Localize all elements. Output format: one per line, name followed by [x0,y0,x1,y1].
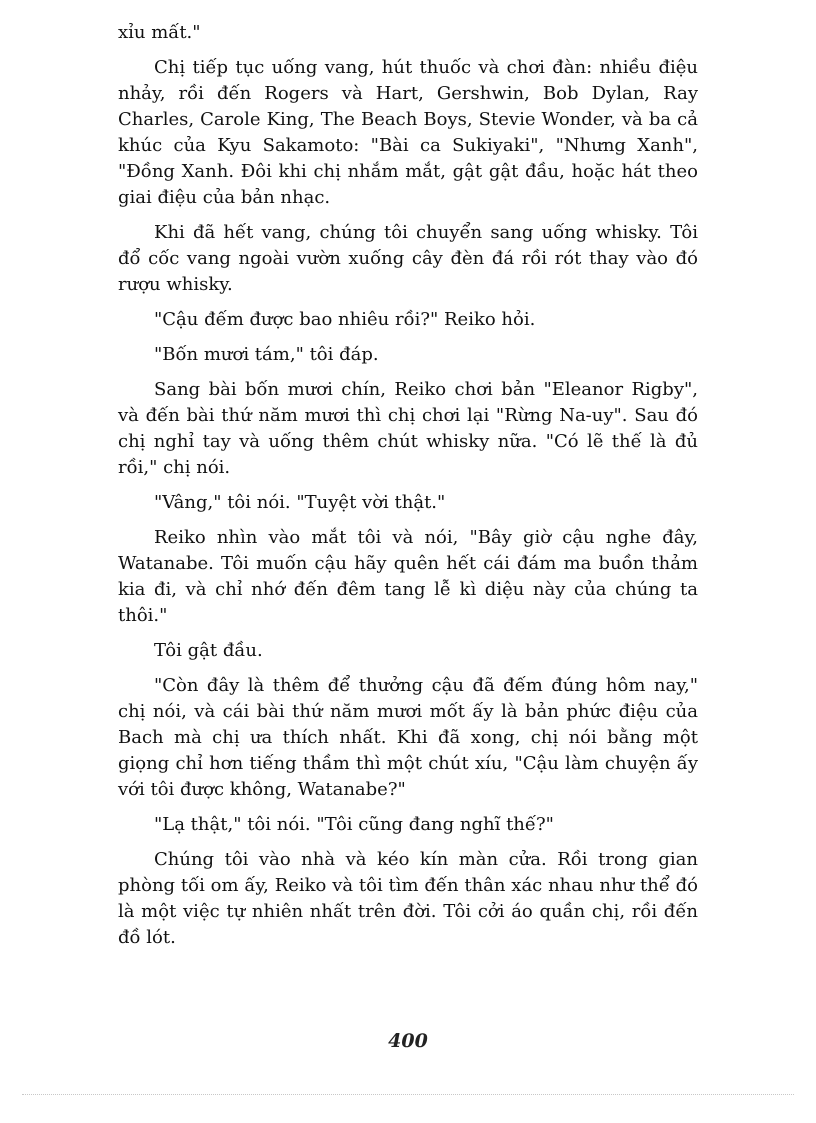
paragraph: Reiko nhìn vào mắt tôi và nói, "Bây giờ cậu nghe đây, Watanabe. Tôi muốn cậu hãy quên hết cái đám ma buồn thảm kia đi, và chỉ nhớ đến đêm tang lễ kì diệu này của chúng ta thôi." [118,527,698,626]
paragraph: Chúng tôi vào nhà và kéo kín màn cửa. Rồi trong gian phòng tối om ấy, Reiko và tôi tìm đến thân xác nhau như thể đó là một việc tự nhiên nhất trên đời. Tôi cởi áo quần chị, rồi đến đồ lót. [118,849,698,948]
paragraph: Khi đã hết vang, chúng tôi chuyển sang uống whisky. Tôi đổ cốc vang ngoài vườn xuống cây đèn đá rồi rót thay vào đó rượu whisky. [118,222,698,295]
paragraph: "Còn đây là thêm để thưởng cậu đã đếm đúng hôm nay," chị nói, và cái bài thứ năm mươi mốt ấy là bản phức điệu của Bach mà chị ưa thích nhất. Khi đã xong, chị nói bằng một giọng chỉ hơn tiếng thầm thì một chút xíu, "Cậu làm chuyện ấy với tôi được không, Watanabe?" [118,675,698,800]
book-page-text [118,20,698,960]
paragraph: "Bốn mươi tám," tôi đáp. [154,344,379,365]
paragraph: "Lạ thật," tôi nói. "Tôi cũng đang nghĩ thế?" [154,814,554,835]
paragraph: Chị tiếp tục uống vang, hút thuốc và chơi đàn: nhiều điệu nhảy, rồi đến Rogers và Hart, Gershwin, Bob Dylan, Ray Charles, Carole King, The Beach Boys, Stevie Wonder, và ba cả khúc của Kyu Sakamoto: "Bài ca Sukiyaki", "Nhưng Xanh", "Đồng Xanh. Đôi khi chị nhắm mắt, gật gật đầu, hoặc hát theo giai điệu của bản nhạc. [118,57,698,208]
paragraph: "Vâng," tôi nói. "Tuyệt vời thật." [154,492,446,513]
paragraph-continuation: xỉu mất." [118,22,201,43]
paragraph: "Cậu đếm được bao nhiêu rồi?" Reiko hỏi. [154,309,536,330]
paragraph: Sang bài bốn mươi chín, Reiko chơi bản "Eleanor Rigby", và đến bài thứ năm mươi thì chị chơi lại "Rừng Na-uy". Sau đó chị nghỉ tay và uống thêm chút whisky nữa. "Có lẽ thế là đủ rồi," chị nói. [118,379,698,478]
paragraph: Tôi gật đầu. [154,640,263,661]
page-number: 400 [388,1030,428,1052]
page-bottom-divider [22,1094,794,1095]
